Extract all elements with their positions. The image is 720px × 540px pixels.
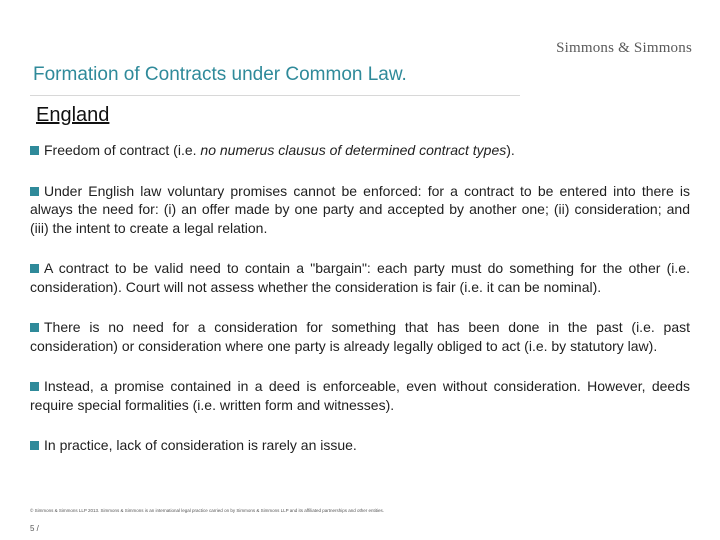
bullet-square-icon [30, 441, 39, 450]
bullet-text: A contract to be valid need to contain a "bargain": each party must do something for the other (i.e. consideration). Court will not assess whether the consideration is fair (i.e. it can be nominal). [30, 260, 690, 295]
bullet-text: There is no need for a consideration for something that has been done in the past (i.e. past consideration) or consideration where one party is already legally obliged to act (i.e. by statutory law). [30, 319, 690, 354]
bullet-text: In practice, lack of consideration is rarely an issue. [44, 437, 357, 453]
bullet-square-icon [30, 382, 39, 391]
bullet-square-icon [30, 264, 39, 273]
bullet-item [30, 141, 690, 160]
simmons-logo: Simmons & Simmons [556, 40, 692, 56]
bullet-square-icon [30, 146, 39, 155]
slide-title: Formation of Contracts under Common Law. [33, 64, 407, 85]
bullet-item [30, 318, 690, 355]
bullet-item [30, 436, 690, 455]
page-number: 5 / [30, 524, 39, 533]
bullet-item [30, 182, 690, 238]
bullet-text: Under English law voluntary promises cannot be enforced: for a contract to be entered into there is always the need for: (i) an offer made by one party and accepted by another one; (ii) consideration; and (iii) the intent to create a legal relation. [30, 182, 690, 236]
bullet-square-icon [30, 323, 39, 332]
bullet-text: Freedom of contract (i.e. [44, 142, 201, 158]
bullet-list [30, 141, 690, 477]
bullet-item [30, 377, 690, 414]
bullet-item [30, 259, 690, 296]
legal-footer: © Simmons & Simmons LLP 2013. Simmons & Simmons is an international legal practice carried on by Simmons & Simmons LLP and its affiliated partnerships and other entities. [30, 508, 384, 513]
bullet-emphasis: no numerus clausus of determined contract types [200, 142, 507, 158]
bullet-square-icon [30, 187, 39, 196]
bullet-text: ). [506, 142, 515, 158]
bullet-text: Instead, a promise contained in a deed is enforceable, even without consideration. However, deeds require special formalities (i.e. written form and witnesses). [30, 378, 690, 413]
title-divider [30, 95, 520, 96]
slide-subtitle: England [36, 104, 110, 126]
